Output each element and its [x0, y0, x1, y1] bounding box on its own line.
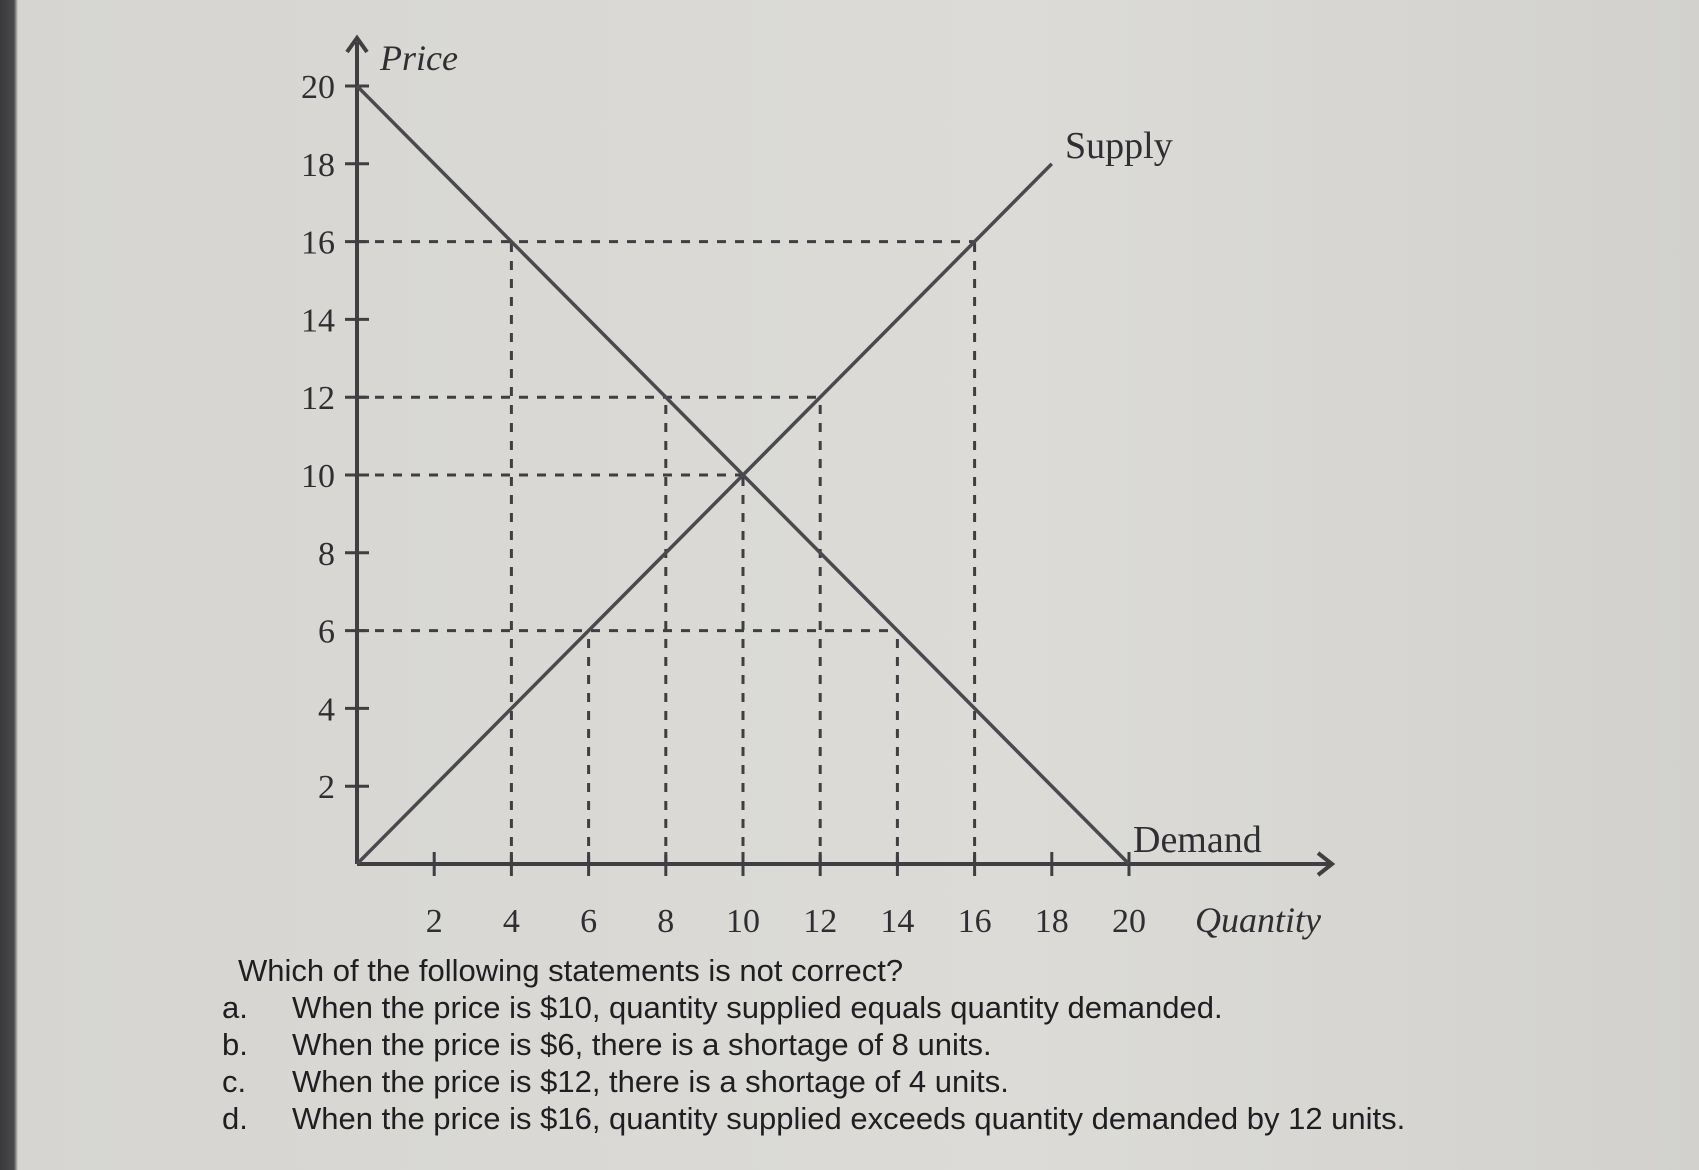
- question-block: [222, 952, 1622, 1137]
- demand-label: Demand: [1133, 819, 1262, 861]
- y-tick-label: 10: [301, 458, 335, 495]
- x-axis-title: Quantity: [1195, 900, 1321, 940]
- y-tick-label: 2: [318, 769, 335, 807]
- axes: [347, 38, 1332, 875]
- option-c: [222, 1063, 1622, 1100]
- chart-labels: [379, 38, 1321, 940]
- x-tick-label: 4: [502, 903, 520, 940]
- y-tick-label: 8: [318, 535, 335, 573]
- option-text: When the price is $16, quantity supplied exceeds quantity demanded by 12 units.: [292, 1101, 1406, 1136]
- y-tick-label: 14: [301, 302, 335, 340]
- axis-ticks: [301, 69, 1146, 940]
- option-letter: c.: [222, 1064, 247, 1099]
- y-tick-label: 16: [301, 224, 335, 262]
- option-letter: a.: [222, 990, 248, 1025]
- y-tick-label: 4: [318, 691, 335, 729]
- x-tick-label: 20: [1112, 903, 1146, 940]
- option-b: [222, 1026, 1622, 1063]
- x-tick-label: 16: [957, 903, 992, 940]
- x-tick-label: 12: [803, 903, 838, 940]
- y-tick-label: 20: [301, 69, 335, 106]
- x-tick-label: 2: [425, 903, 443, 940]
- x-tick-label: 10: [726, 903, 760, 940]
- option-d: [222, 1100, 1622, 1137]
- y-tick-label: 18: [301, 146, 335, 184]
- question-text: Which of the following statements is not correct?: [238, 953, 904, 988]
- y-tick-label: 6: [318, 613, 335, 651]
- supply-curve: [357, 164, 1052, 864]
- supply-label: Supply: [1065, 125, 1173, 167]
- option-text: When the price is $10, quantity supplied equals quantity demanded.: [292, 990, 1223, 1025]
- x-tick-label: 8: [657, 903, 675, 940]
- option-a: [222, 989, 1622, 1026]
- option-letter: b.: [222, 1027, 248, 1062]
- option-letter: d.: [222, 1101, 248, 1136]
- x-tick-label: 14: [880, 903, 915, 940]
- y-axis-title: Price: [380, 38, 458, 78]
- y-tick-label: 12: [301, 380, 335, 418]
- x-tick-label: 6: [580, 903, 598, 940]
- option-text: When the price is $12, there is a shortage of 4 units.: [292, 1064, 1009, 1099]
- x-tick-label: 18: [1034, 903, 1069, 940]
- option-text: When the price is $6, there is a shortage of 8 units.: [292, 1027, 992, 1062]
